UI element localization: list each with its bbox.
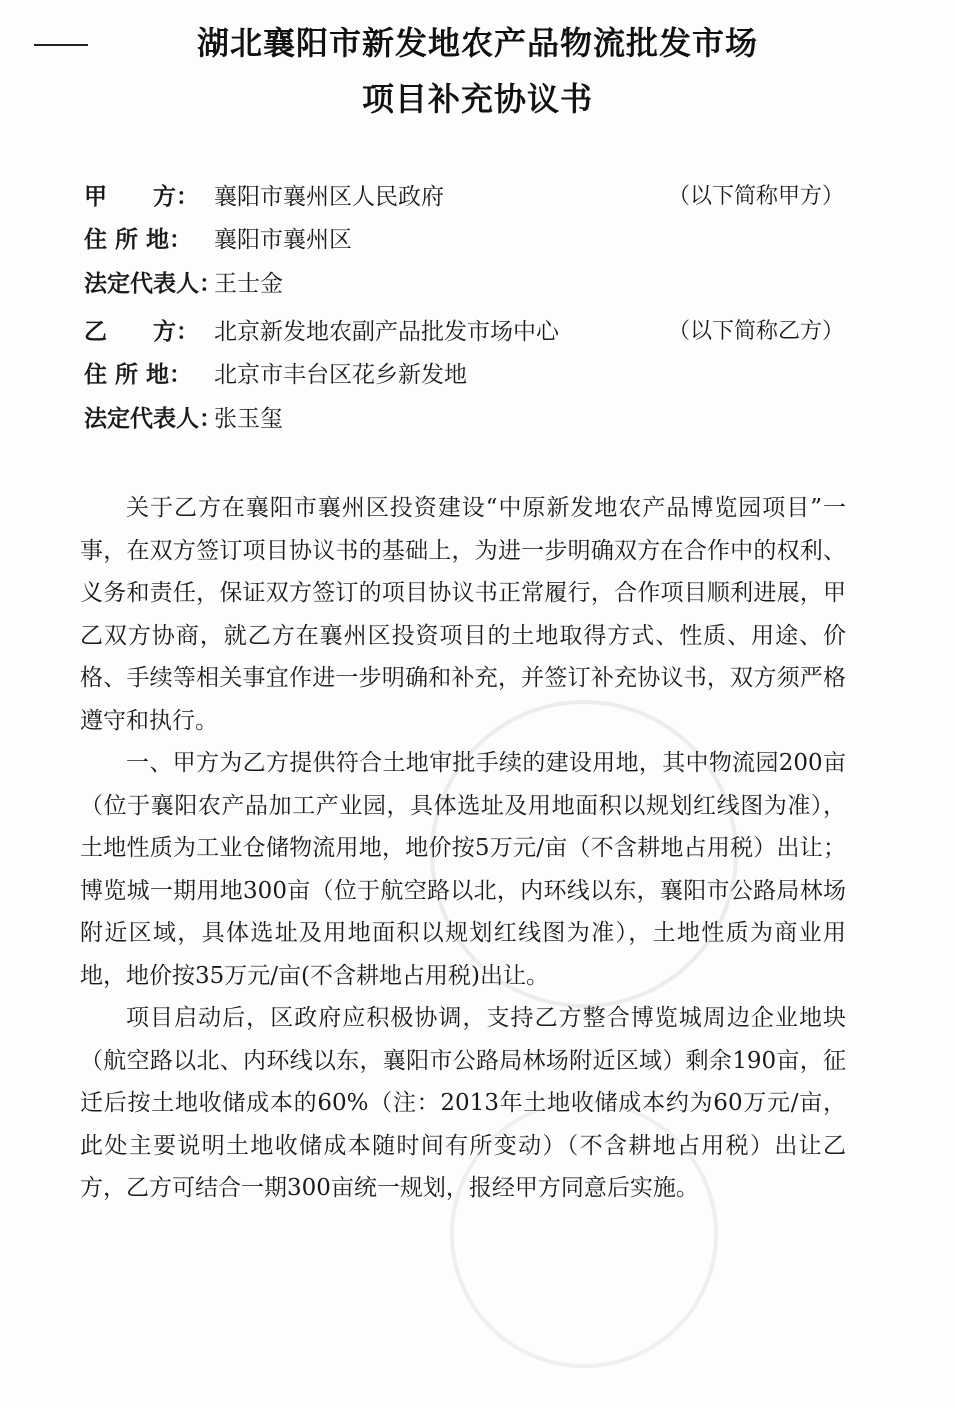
party-b-rep-value: 张玉玺	[214, 406, 283, 432]
party-b-row	[84, 315, 844, 349]
party-b-rep-label: 法定代表人：	[84, 406, 222, 432]
document-title-line-1: 湖北襄阳市新发地农产品物流批发市场	[196, 24, 758, 62]
party-b-address-value: 北京市丰台区花乡新发地	[214, 362, 467, 388]
party-a-rep-label: 法定代表人：	[84, 271, 222, 297]
party-b-rep-row	[84, 402, 844, 436]
paragraph-clause-1: 一、甲方为乙方提供符合土地审批手续的建设用地，其中物流园200亩（位于襄阳农产品加工产业园，具体选址及用地面积以规划红线图为准），土地性质为工业仓储物流用地，地价按5万元/亩（不含耕地占用税）出让；博览城一期用地300亩（位于航空路以北，内环线以东，襄阳市公路局林场附近区域，具体选址及用地面积以规划红线图为准），土地性质为商业用地，地价按35万元/亩(不含耕地占用税)出让。	[80, 750, 846, 989]
party-a-rep-row	[84, 267, 844, 301]
party-a-label: 甲 方：	[84, 184, 199, 210]
party-a-address-row	[84, 223, 844, 257]
paragraph-clause-1-supplement: 项目启动后，区政府应积极协调，支持乙方整合博览城周边企业地块（航空路以北、内环线以东，襄阳市公路局林场附近区域）剩余190亩，征迁后按土地收储成本的60%（注：2013年土地收储成本约为60万元/亩，此处主要说明土地收储成本随时间有所变动）（不含耕地占用税）出让乙方，乙方可结合一期300亩统一规划，报经甲方同意后实施。	[80, 1005, 846, 1201]
document-title-line-2: 项目补充协议书	[361, 80, 593, 118]
party-a-address-value: 襄阳市襄州区	[214, 227, 352, 253]
party-b-value: 北京新发地农副产品批发市场中心	[214, 319, 559, 345]
party-a-address-label: 住 所 地：	[84, 227, 193, 253]
party-a-note: （以下简称甲方）	[667, 184, 844, 209]
party-b-address-label: 住 所 地：	[84, 362, 193, 388]
party-b-address-row	[84, 358, 844, 392]
party-a-value: 襄阳市襄州区人民政府	[214, 184, 444, 210]
party-a-row	[84, 180, 844, 214]
party-b-note: （以下简称乙方）	[667, 319, 844, 344]
document-body	[80, 487, 846, 1210]
paragraph-intro: 关于乙方在襄阳市襄州区投资建设“中原新发地农产品博览园项目”一事，在双方签订项目协议书的基础上，为进一步明确双方在合作中的权利、义务和责任，保证双方签订的项目协议书正常履行，合作项目顺利进展，甲乙双方协商，就乙方在襄州区投资项目的土地取得方式、性质、用途、价格、手续等相关事宜作进一步明确和补充，并签订补充协议书，双方须严格遵守和执行。	[80, 495, 846, 734]
party-b-label: 乙 方：	[84, 319, 199, 345]
party-a-rep-value: 王士金	[214, 271, 283, 297]
